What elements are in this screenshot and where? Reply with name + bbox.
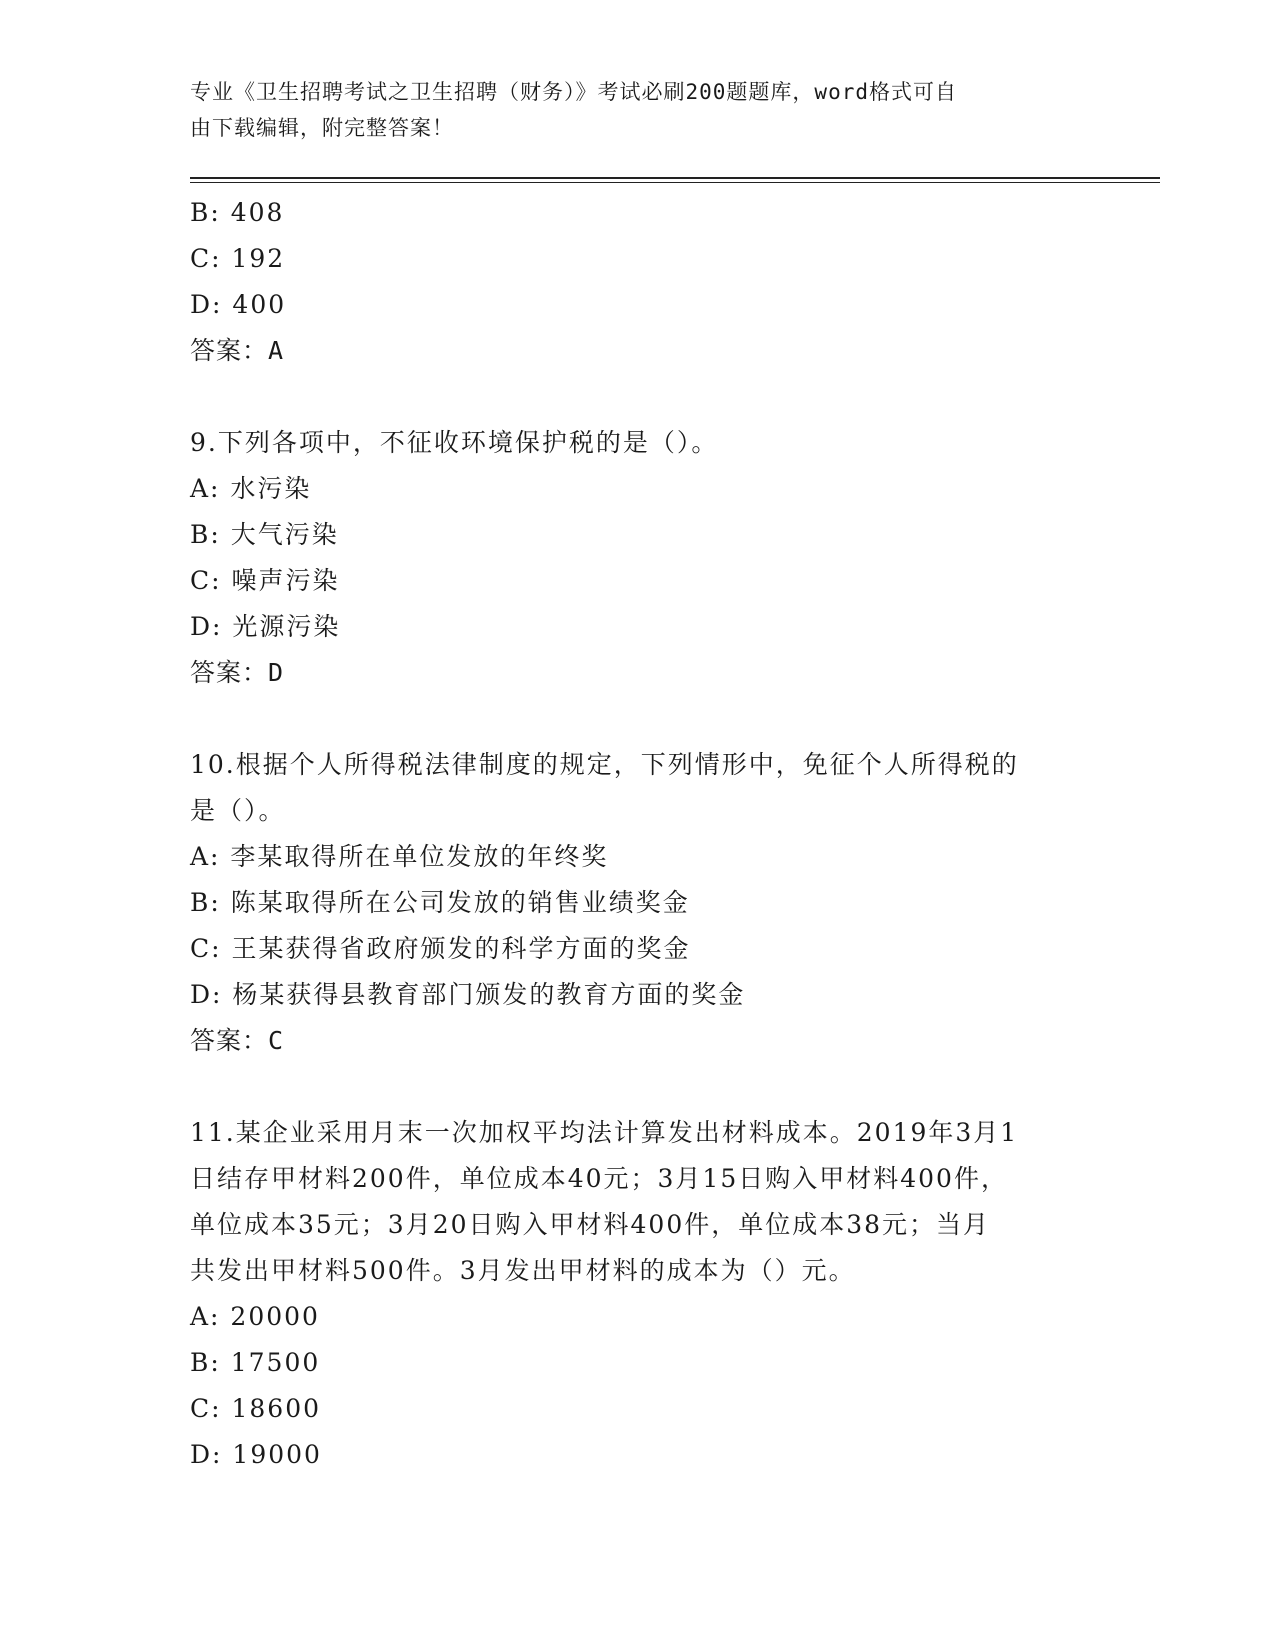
question-stem: 单位成本35元；3月20日购入甲材料400件，单位成本38元；当月 <box>190 1210 991 1239</box>
question-stem: 10.根据个人所得税法律制度的规定，下列情形中，免征个人所得税的 <box>190 750 1019 779</box>
header-rule-thin <box>190 182 1160 183</box>
option-d: D: 400 <box>190 290 287 319</box>
document-body <box>190 190 1090 1478</box>
option-b: B: 大气污染 <box>190 520 339 549</box>
answer-line: 答案：A <box>190 336 285 365</box>
option-c: C: 18600 <box>190 1394 322 1423</box>
option-d: D: 杨某获得县教育部门颁发的教育方面的奖金 <box>190 980 746 1009</box>
option-a: A: 李某取得所在单位发放的年终奖 <box>190 842 609 871</box>
question-8-tail <box>190 190 1090 374</box>
question-stem: 9.下列各项中，不征收环境保护税的是（）。 <box>190 428 719 457</box>
answer-line: 答案：C <box>190 1026 285 1055</box>
question-stem: 是（）。 <box>190 796 286 825</box>
option-d: D: 光源污染 <box>190 612 341 641</box>
option-d: D: 19000 <box>190 1440 322 1469</box>
option-a: A: 20000 <box>190 1302 320 1331</box>
option-c: C: 192 <box>190 244 286 273</box>
option-c: C: 噪声污染 <box>190 566 340 595</box>
question-10 <box>190 742 1090 1064</box>
header-rule-thick <box>190 177 1160 179</box>
option-c: C: 王某获得省政府颁发的科学方面的奖金 <box>190 934 691 963</box>
question-stem: 11.某企业采用月末一次加权平均法计算发出材料成本。2019年3月1 <box>190 1118 1019 1147</box>
option-b: B: 陈某取得所在公司发放的销售业绩奖金 <box>190 888 690 917</box>
question-stem: 日结存甲材料200件，单位成本40元；3月15日购入甲材料400件， <box>190 1164 1008 1193</box>
option-b: B: 408 <box>190 198 285 227</box>
header-line-1: 专业《卫生招聘考试之卫生招聘（财务）》考试必刷200题题库，word格式可自 <box>190 80 957 104</box>
option-a: A: 水污染 <box>190 474 312 503</box>
question-stem: 共发出甲材料500件。3月发出甲材料的成本为（）元。 <box>190 1256 856 1285</box>
question-11 <box>190 1110 1090 1478</box>
option-b: B: 17500 <box>190 1348 321 1377</box>
answer-line: 答案：D <box>190 658 285 687</box>
document-header <box>190 74 1070 146</box>
header-line-2: 由下载编辑，附完整答案！ <box>190 116 454 140</box>
question-9 <box>190 420 1090 696</box>
